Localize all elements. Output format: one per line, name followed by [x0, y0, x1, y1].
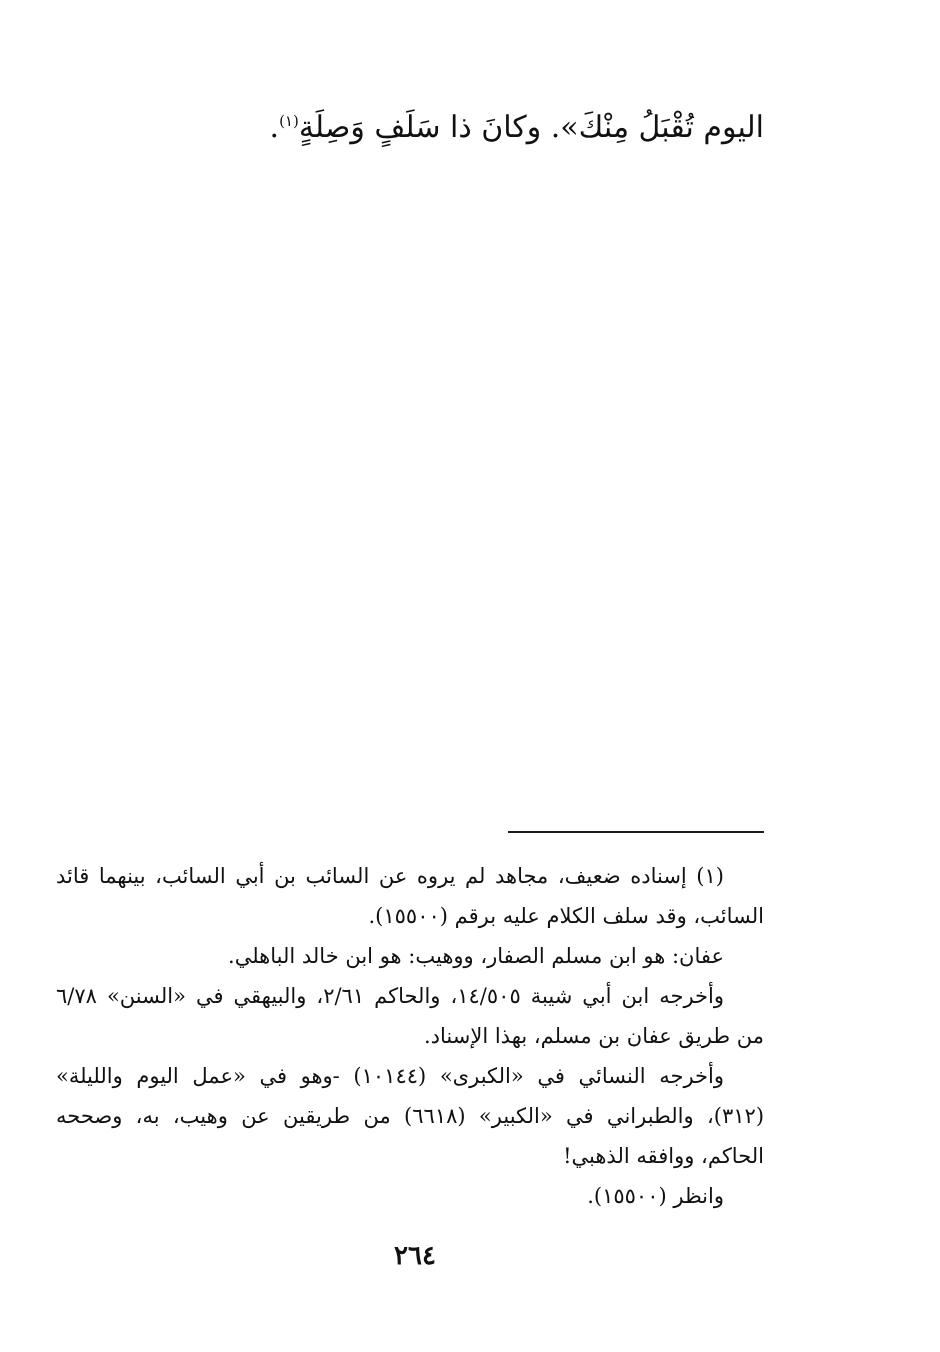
footnote-reference: (١) — [279, 112, 299, 130]
footnote-paragraph: (١) إسناده ضعيف، مجاهد لم يروه عن السائب بن أبي السائب، بينهما قائد السائب، وقد سلف الكلام عليه برقم (١٥٥٠٠). — [56, 864, 764, 928]
footnote-paragraph: وأخرجه النسائي في «الكبرى» (١٠١٤٤) -وهو في «عمل اليوم والليلة» (٣١٢)، والطبراني في «الكبير» (٦٦١٨) من طريقين عن وهيب، به، وصححه الحاكم، ووافقه الذهبي! — [56, 1064, 765, 1168]
main-text-line — [204, 100, 764, 156]
footnote-paragraph: وأخرجه ابن أبي شيبة ١٤/٥٠٥، والحاكم ٢/٦١، والبيهقي في «السنن» ٦/٧٨ من طريق عفان بن مسلم، بهذا الإسناد. — [56, 984, 764, 1048]
footnote-separator — [508, 831, 764, 833]
footnote-paragraph: عفان: هو ابن مسلم الصفار، ووهيب: هو ابن خالد الباهلي. — [228, 944, 724, 968]
main-text: اليوم تُقْبَلُ مِنْكَ». وكانَ ذا سَلَفٍ وَصِلَةٍ — [298, 110, 764, 145]
footnotes-block — [56, 856, 764, 1216]
footnote-paragraph: وانظر (١٥٥٠٠). — [587, 1184, 724, 1208]
main-text-end: . — [269, 110, 280, 145]
page-number: ٢٦٤ — [394, 1241, 436, 1271]
